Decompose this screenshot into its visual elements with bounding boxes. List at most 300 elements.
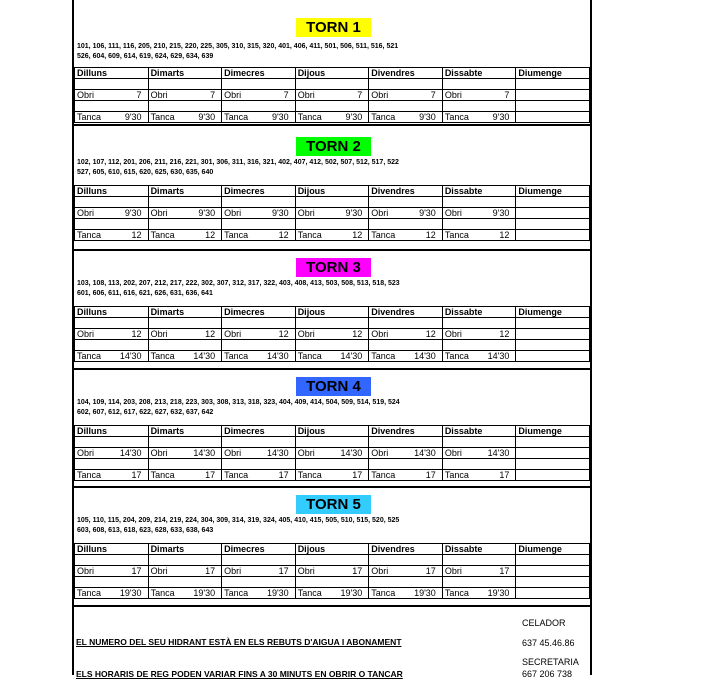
close-time: 9'30	[345, 112, 363, 122]
open-label: Obri	[77, 329, 95, 339]
empty-cell	[516, 318, 590, 329]
close-time-cell	[442, 588, 516, 599]
close-time: 17	[131, 470, 142, 480]
open-time-cell	[75, 566, 149, 577]
open-time: 9'30	[419, 208, 436, 218]
open-time-cell	[295, 329, 369, 340]
close-time-cell	[295, 470, 369, 481]
day-header: Dissabte	[442, 426, 516, 437]
close-time-cell	[75, 588, 149, 599]
empty-cell	[516, 577, 590, 588]
open-time: 9'30	[124, 208, 142, 218]
table-row	[75, 79, 590, 90]
open-time-cell	[369, 566, 443, 577]
close-time: 14'30	[193, 351, 216, 361]
open-time-cell	[442, 329, 516, 340]
empty-cell	[516, 470, 590, 481]
table-row	[75, 448, 590, 459]
empty-cell	[148, 101, 222, 112]
day-header: Dimecres	[222, 544, 296, 555]
day-header: Divendres	[369, 307, 443, 318]
close-time: 12	[425, 230, 436, 240]
close-label: Tanca	[224, 230, 249, 240]
table-row	[75, 437, 590, 448]
hydrant-list-line: 527, 605, 610, 615, 620, 625, 630, 635, 640	[77, 169, 214, 176]
close-time-cell	[295, 588, 369, 599]
open-label: Obri	[444, 566, 462, 576]
day-header: Dissabte	[442, 68, 516, 79]
celador-label: CELADOR	[522, 618, 566, 628]
close-time: 17	[205, 470, 216, 480]
table-row	[75, 340, 590, 351]
empty-cell	[516, 219, 590, 230]
empty-cell	[516, 555, 590, 566]
open-label: Obri	[371, 566, 389, 576]
empty-cell	[442, 437, 516, 448]
open-label: Obri	[150, 208, 168, 218]
open-label: Obri	[150, 90, 168, 100]
open-time-cell	[222, 208, 296, 219]
hydrant-note: EL NUMERO DEL SEU HIDRANT ESTÀ EN ELS REBUTS D'AIGUA I ABONAMENT	[76, 637, 402, 647]
empty-cell	[222, 555, 296, 566]
close-time: 17	[499, 470, 510, 480]
open-time: 7	[136, 90, 142, 100]
close-time-cell	[369, 470, 443, 481]
open-time-cell	[222, 329, 296, 340]
torn-title: TORN 3	[296, 258, 371, 277]
empty-cell	[295, 197, 369, 208]
open-time: 17	[499, 566, 510, 576]
close-label: Tanca	[444, 470, 469, 480]
empty-cell	[516, 329, 590, 340]
close-time-cell	[75, 470, 149, 481]
table-row	[75, 566, 590, 577]
close-label: Tanca	[371, 112, 396, 122]
close-time: 17	[425, 470, 436, 480]
open-label: Obri	[444, 329, 462, 339]
empty-cell	[75, 79, 149, 90]
secretaria-phone: 667 206 738	[522, 669, 573, 679]
open-time-cell	[369, 90, 443, 101]
open-label: Obri	[371, 448, 389, 458]
close-label: Tanca	[297, 230, 322, 240]
torn-section	[74, 489, 590, 607]
open-time: 14'30	[340, 448, 363, 458]
open-time: 7	[210, 90, 216, 100]
schedule-table	[74, 67, 590, 123]
open-time: 9'30	[345, 208, 363, 218]
open-label: Obri	[224, 208, 242, 218]
empty-cell	[369, 577, 443, 588]
open-time-cell	[148, 329, 222, 340]
close-time-cell	[295, 112, 369, 123]
empty-cell	[516, 197, 590, 208]
close-label: Tanca	[444, 351, 469, 361]
empty-cell	[295, 219, 369, 230]
day-header: Divendres	[369, 544, 443, 555]
close-time: 12	[499, 230, 510, 240]
close-time-cell	[442, 230, 516, 241]
open-label: Obri	[371, 90, 389, 100]
empty-cell	[148, 197, 222, 208]
torn-title: TORN 1	[296, 18, 371, 37]
open-time: 17	[131, 566, 142, 576]
close-label: Tanca	[297, 588, 322, 598]
open-time: 12	[205, 329, 216, 339]
empty-cell	[222, 318, 296, 329]
open-label: Obri	[77, 208, 95, 218]
open-label: Obri	[297, 448, 315, 458]
close-time: 19'30	[340, 588, 363, 598]
open-time-cell	[295, 566, 369, 577]
open-time-cell	[222, 566, 296, 577]
secretaria-label: SECRETARIA	[522, 657, 579, 667]
day-header: Dimarts	[148, 68, 222, 79]
empty-cell	[295, 555, 369, 566]
close-time: 19'30	[193, 588, 216, 598]
close-time-cell	[222, 112, 296, 123]
empty-cell	[75, 437, 149, 448]
open-time-cell	[442, 90, 516, 101]
empty-cell	[148, 79, 222, 90]
hydrant-list-line: 526, 604, 609, 614, 619, 624, 629, 634, 639	[77, 53, 214, 60]
close-time-cell	[148, 351, 222, 362]
empty-cell	[148, 318, 222, 329]
close-time: 19'30	[119, 588, 142, 598]
empty-cell	[442, 340, 516, 351]
open-time: 9'30	[198, 208, 216, 218]
day-header: Dijous	[295, 186, 369, 197]
open-time-cell	[295, 448, 369, 459]
open-time-cell	[75, 329, 149, 340]
open-time-cell	[148, 566, 222, 577]
close-label: Tanca	[77, 230, 102, 240]
empty-cell	[442, 219, 516, 230]
close-time-cell	[295, 230, 369, 241]
empty-cell	[295, 101, 369, 112]
day-header: Dilluns	[75, 186, 149, 197]
empty-cell	[148, 219, 222, 230]
close-time-cell	[75, 112, 149, 123]
hydrant-list-line: 601, 606, 611, 616, 621, 626, 631, 636, 641	[77, 290, 213, 297]
empty-cell	[442, 318, 516, 329]
open-label: Obri	[297, 90, 315, 100]
open-time: 9'30	[492, 208, 510, 218]
day-header: Diumenge	[516, 544, 590, 555]
close-label: Tanca	[150, 351, 175, 361]
empty-cell	[222, 101, 296, 112]
close-time-cell	[442, 470, 516, 481]
empty-cell	[516, 340, 590, 351]
open-time: 12	[278, 329, 289, 339]
empty-cell	[148, 555, 222, 566]
open-label: Obri	[297, 566, 315, 576]
day-header: Dilluns	[75, 68, 149, 79]
day-header: Dimecres	[222, 307, 296, 318]
close-label: Tanca	[77, 588, 102, 598]
close-time-cell	[369, 230, 443, 241]
open-label: Obri	[224, 448, 242, 458]
close-time: 9'30	[271, 112, 289, 122]
close-time-cell	[148, 588, 222, 599]
empty-cell	[75, 577, 149, 588]
close-label: Tanca	[224, 112, 249, 122]
empty-cell	[369, 219, 443, 230]
close-time-cell	[222, 470, 296, 481]
close-label: Tanca	[444, 230, 469, 240]
empty-cell	[369, 459, 443, 470]
empty-cell	[442, 101, 516, 112]
empty-cell	[75, 219, 149, 230]
schedule-table	[74, 425, 590, 481]
empty-cell	[75, 340, 149, 351]
table-row	[75, 318, 590, 329]
open-time: 12	[352, 329, 363, 339]
empty-cell	[369, 79, 443, 90]
schedule-table	[74, 185, 590, 241]
torn-title: TORN 5	[296, 495, 371, 514]
day-header: Diumenge	[516, 307, 590, 318]
open-time-cell	[442, 208, 516, 219]
table-row	[75, 90, 590, 101]
empty-cell	[516, 351, 590, 362]
empty-cell	[442, 577, 516, 588]
day-header: Dimarts	[148, 186, 222, 197]
close-time-cell	[442, 351, 516, 362]
schedule-table	[74, 543, 590, 599]
open-time: 17	[352, 566, 363, 576]
close-time-cell	[369, 112, 443, 123]
empty-cell	[222, 577, 296, 588]
open-time-cell	[442, 566, 516, 577]
empty-cell	[369, 318, 443, 329]
empty-cell	[516, 112, 590, 123]
open-time-cell	[369, 208, 443, 219]
celador-phone: 637 45.46.86	[522, 638, 575, 648]
close-time: 14'30	[340, 351, 363, 361]
empty-cell	[295, 577, 369, 588]
empty-cell	[222, 219, 296, 230]
empty-cell	[222, 197, 296, 208]
empty-cell	[295, 437, 369, 448]
close-label: Tanca	[371, 470, 396, 480]
table-row	[75, 577, 590, 588]
close-time: 14'30	[487, 351, 510, 361]
open-time-cell	[148, 208, 222, 219]
open-time-cell	[369, 448, 443, 459]
close-label: Tanca	[150, 588, 175, 598]
close-time: 9'30	[124, 112, 142, 122]
open-time: 14'30	[193, 448, 216, 458]
open-label: Obri	[297, 208, 315, 218]
table-row	[75, 470, 590, 481]
close-label: Tanca	[150, 230, 175, 240]
close-time: 9'30	[419, 112, 436, 122]
day-header: Dilluns	[75, 307, 149, 318]
open-time-cell	[295, 208, 369, 219]
schedule-table	[74, 306, 590, 362]
empty-cell	[369, 197, 443, 208]
open-time: 7	[430, 90, 436, 100]
close-time: 9'30	[198, 112, 216, 122]
day-header: Dimarts	[148, 426, 222, 437]
hydrant-list-line: 101, 106, 111, 116, 205, 210, 215, 220, 225, 305, 310, 315, 320, 401, 406, 411, 501, 506, 511, 516, 521	[77, 43, 399, 50]
empty-cell	[75, 555, 149, 566]
open-label: Obri	[224, 329, 242, 339]
close-time: 19'30	[266, 588, 289, 598]
table-row	[75, 186, 590, 197]
hydrant-list-line: 102, 107, 112, 201, 206, 211, 216, 221, 301, 306, 311, 316, 321, 402, 407, 412, 502, 507, 512, 517, 522	[77, 159, 399, 166]
open-time: 7	[283, 90, 289, 100]
close-label: Tanca	[150, 470, 175, 480]
open-time: 7	[357, 90, 363, 100]
empty-cell	[516, 588, 590, 599]
close-label: Tanca	[77, 470, 102, 480]
close-time: 12	[278, 230, 289, 240]
close-time: 19'30	[414, 588, 436, 598]
day-header: Dijous	[295, 426, 369, 437]
table-row	[75, 208, 590, 219]
close-time-cell	[148, 112, 222, 123]
open-time: 14'30	[266, 448, 289, 458]
empty-cell	[442, 197, 516, 208]
hydrant-list-line: 103, 108, 113, 202, 207, 212, 217, 222, 302, 307, 312, 317, 322, 403, 408, 413, 503, 508, 513, 518, 523	[77, 280, 400, 287]
close-label: Tanca	[371, 230, 396, 240]
open-label: Obri	[77, 90, 95, 100]
empty-cell	[75, 197, 149, 208]
day-header: Dijous	[295, 68, 369, 79]
close-label: Tanca	[371, 351, 396, 361]
day-header: Dimecres	[222, 68, 296, 79]
table-row	[75, 555, 590, 566]
day-header: Divendres	[369, 426, 443, 437]
open-label: Obri	[224, 566, 242, 576]
close-time: 12	[352, 230, 363, 240]
empty-cell	[369, 340, 443, 351]
day-header: Dijous	[295, 307, 369, 318]
open-label: Obri	[444, 208, 462, 218]
day-header: Dijous	[295, 544, 369, 555]
close-time: 17	[352, 470, 363, 480]
empty-cell	[148, 437, 222, 448]
table-row	[75, 426, 590, 437]
torn-section	[74, 252, 590, 370]
day-header: Dissabte	[442, 186, 516, 197]
table-row	[75, 230, 590, 241]
empty-cell	[442, 555, 516, 566]
open-time: 17	[425, 566, 436, 576]
close-time: 12	[205, 230, 216, 240]
empty-cell	[369, 101, 443, 112]
close-label: Tanca	[297, 470, 322, 480]
open-time: 14'30	[414, 448, 436, 458]
open-label: Obri	[224, 90, 242, 100]
day-header: Dissabte	[442, 544, 516, 555]
torn-section	[74, 14, 590, 126]
empty-cell	[516, 79, 590, 90]
open-label: Obri	[77, 448, 95, 458]
empty-cell	[75, 459, 149, 470]
empty-cell	[516, 230, 590, 241]
empty-cell	[148, 340, 222, 351]
empty-cell	[516, 101, 590, 112]
open-time-cell	[369, 329, 443, 340]
torn-title: TORN 4	[296, 377, 371, 396]
open-time: 12	[425, 329, 436, 339]
empty-cell	[516, 459, 590, 470]
close-time-cell	[442, 112, 516, 123]
empty-cell	[148, 459, 222, 470]
close-time: 14'30	[414, 351, 436, 361]
empty-cell	[516, 90, 590, 101]
empty-cell	[222, 437, 296, 448]
day-header: Divendres	[369, 68, 443, 79]
hydrant-list-line: 602, 607, 612, 617, 622, 627, 632, 637, 642	[77, 409, 214, 416]
open-time-cell	[295, 90, 369, 101]
open-label: Obri	[150, 566, 168, 576]
open-time-cell	[75, 208, 149, 219]
table-row	[75, 307, 590, 318]
empty-cell	[148, 577, 222, 588]
empty-cell	[75, 318, 149, 329]
close-label: Tanca	[77, 351, 102, 361]
close-time-cell	[148, 230, 222, 241]
open-time: 14'30	[119, 448, 142, 458]
empty-cell	[516, 448, 590, 459]
close-time: 19'30	[487, 588, 510, 598]
open-time: 17	[278, 566, 289, 576]
empty-cell	[295, 318, 369, 329]
hydrant-list-line: 104, 109, 114, 203, 208, 213, 218, 223, 303, 308, 313, 318, 323, 404, 409, 414, 504, 509, 514, 519, 524	[77, 399, 400, 406]
open-time-cell	[75, 90, 149, 101]
close-time-cell	[369, 588, 443, 599]
table-row	[75, 544, 590, 555]
open-time-cell	[148, 90, 222, 101]
close-time: 9'30	[492, 112, 510, 122]
day-header: Dilluns	[75, 544, 149, 555]
empty-cell	[222, 459, 296, 470]
table-row	[75, 588, 590, 599]
table-row	[75, 219, 590, 230]
close-label: Tanca	[77, 112, 102, 122]
open-time-cell	[148, 448, 222, 459]
close-label: Tanca	[371, 588, 396, 598]
open-label: Obri	[444, 90, 462, 100]
day-header: Dilluns	[75, 426, 149, 437]
open-label: Obri	[150, 448, 168, 458]
day-header: Dimarts	[148, 307, 222, 318]
open-label: Obri	[444, 448, 462, 458]
close-label: Tanca	[224, 351, 249, 361]
empty-cell	[516, 566, 590, 577]
torn-section	[74, 131, 590, 251]
close-time-cell	[295, 351, 369, 362]
open-label: Obri	[77, 566, 95, 576]
close-label: Tanca	[444, 588, 469, 598]
day-header: Diumenge	[516, 426, 590, 437]
open-time: 17	[205, 566, 216, 576]
close-time: 17	[278, 470, 289, 480]
open-label: Obri	[371, 208, 389, 218]
hydrant-list-line: 603, 608, 613, 618, 623, 628, 633, 638, 643	[77, 527, 214, 534]
irrigation-schedule-sheet	[72, 0, 592, 679]
close-time-cell	[148, 470, 222, 481]
empty-cell	[295, 459, 369, 470]
table-row	[75, 329, 590, 340]
empty-cell	[222, 340, 296, 351]
close-time-cell	[75, 351, 149, 362]
open-time-cell	[222, 90, 296, 101]
